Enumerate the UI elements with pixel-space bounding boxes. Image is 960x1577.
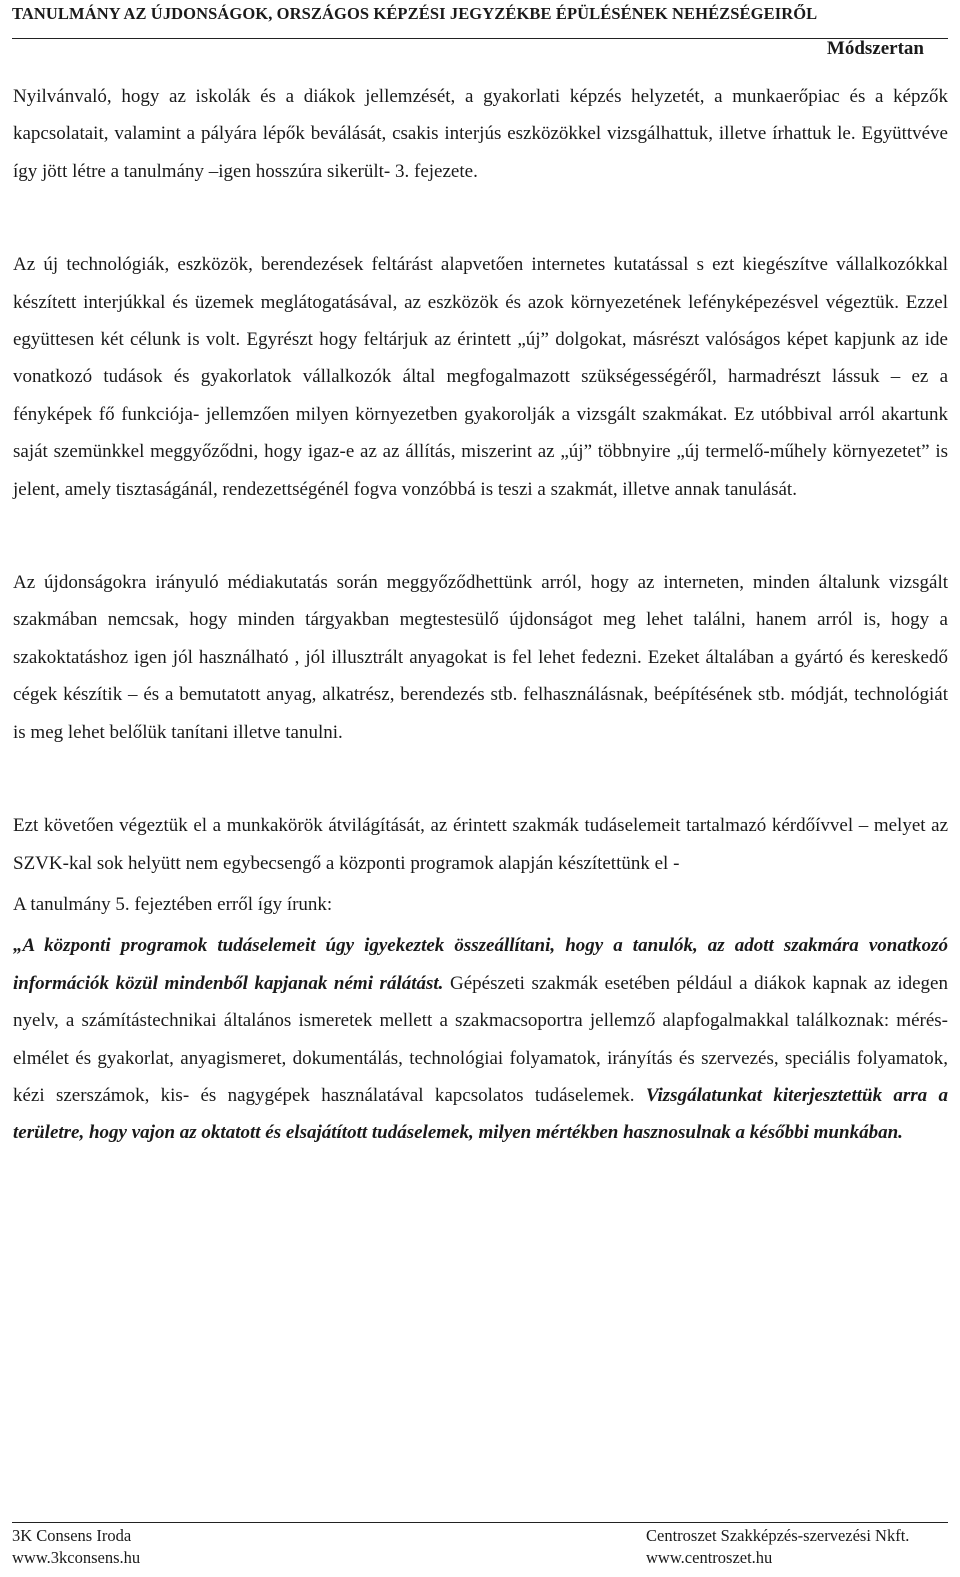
footer-right-url: www.centroszet.hu bbox=[646, 1548, 773, 1567]
paragraph-6 bbox=[13, 927, 948, 1151]
paragraph-4: Ezt követően végeztük el a munkakörök átvilágítását, az érintett szakmák tudáselemeit tartalmazó kérdőívvel – melyet az SZVK-kal sok helyütt nem egybecsengő a központi programok alapján készítettünk el - bbox=[13, 815, 948, 874]
quote-emphasis-1: „A központi programok tudáselemeit úgy igyekeztek összeállítani, hogy a tanulók, az adott szakmára vonatkozó információk közül mindenből kapjanak némi rálátást. bbox=[13, 935, 948, 994]
paragraph-3: Az újdonságokra irányuló médiakutatás során meggyőződhettünk arról, hogy az interneten, minden általunk vizsgált szakmában nemcsak, hogy minden tárgyakban megtestesülő újdonságot meg lehet találni, hanem arról is, hogy a szakoktatáshoz igen jól használható , jól illusztrált anyagokat is fel lehet fedezni. Ezeket általában a gyártó és kereskedő cégek készítik – és a bemutatott anyag, alkatrész, berendezés stb. felhasználásnak, beépítésének stb. módját, technológiát is meg lehet belőlük tanítani illetve tanulni. bbox=[13, 572, 948, 743]
footer-right bbox=[646, 1525, 909, 1569]
document-body bbox=[13, 78, 948, 1152]
paragraph-2: Az új technológiák, eszközök, berendezések feltárást alapvetően internetes kutatással s ezt kiegészítve vállalkozókkal készített interjúkkal és üzemek meglátogatásával, az eszközök és azok környezetének lefényképezésvel végeztük. Ezzel együttesen két célunk is volt. Egyrészt hogy feltárjuk az érintett „új” dolgokat, másrészt valóságos képet kapjunk az ide vonatkozó tudások és gyakorlatok vállalkozók által megfogalmazott szükségességéről, harmadrészt lássuk – ez a fényképek fő funkciója- jellemzően milyen környezetben gyakorolják a vizsgált szakmákat. Ez utóbbival arról akartunk saját szemünkkel meggyőződni, hogy igaz-e az az állítás, miszerint az „új” többnyire „új termelő-műhely környezetet” is jelent, amely tisztaságánál, rendezettségénél fogva vonzóbbá is teszi a szakmát, illetve annak tanulását. bbox=[13, 254, 948, 500]
footer-left-url: www.3kconsens.hu bbox=[12, 1548, 141, 1567]
quote-body: Gépészeti szakmák esetében például a diákok kapnak az idegen nyelv, a számítástechnikai általános ismeretek mellett a szakmacsoportra jellemző alapfogalmakkal találkoznak: mérés-elmélet és gyakorlat, anyagismeret, dokumentálás, technológiai folyamatok, irányítás és szervezés, speciális folyamatok, kézi szerszámok, kis- és nagygépek használatával kapcsolatos tudáselemek. bbox=[13, 972, 948, 1106]
document-title: TANULMÁNY AZ ÚJDONSÁGOK, ORSZÁGOS KÉPZÉSI JEGYZÉKBE ÉPÜLÉSÉNEK NEHÉZSÉGEIRŐL bbox=[12, 4, 818, 23]
footer-right-name: Centroszet Szakképzés-szervezési Nkft. bbox=[646, 1526, 910, 1545]
quote-emphasis-2: Vizsgálatunkat kiterjesztettük arra a területre, hogy vajon az oktatott és elsajátított tudáselemek, milyen mértékben hasznosulnak a későbbi munkában. bbox=[13, 1084, 948, 1144]
page-footer bbox=[12, 1522, 948, 1567]
paragraph-1: Nyilvánvaló, hogy az iskolák és a diákok jellemzését, a gyakorlati képzés helyzetét, a munkaerőpiac és a képzők kapcsolatait, valamint a pályára lépők beválását, csakis interjús eszközökkel vizsgálhattuk, illetve írhattuk le. Együttvéve így jött létre a tanulmány –igen hosszúra sikerült- 3. fejezete. bbox=[13, 86, 948, 182]
page-header bbox=[12, 0, 948, 39]
footer-left bbox=[12, 1525, 140, 1569]
paragraph-5: A tanulmány 5. fejeztében erről így írunk: bbox=[13, 893, 333, 915]
section-title: Módszertan bbox=[826, 38, 924, 59]
footer-left-name: 3K Consens Iroda bbox=[12, 1526, 132, 1545]
